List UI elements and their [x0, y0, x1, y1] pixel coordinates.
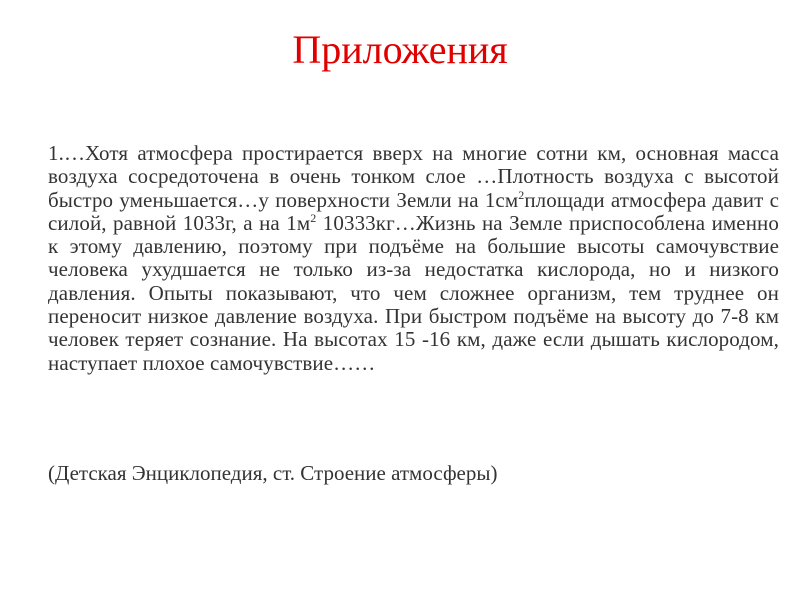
- quote-text: [48, 142, 779, 375]
- quote-part-3: 10333кг…Жизнь на Земле приспособлена именно к этому давлению, поэтому при подъёме на большие высоты самочувствие человека ухудшается не только из-за недостатка кислорода, но и низкого давления. Опыты показывают, что чем сложнее организм, тем труднее он переносит низкое давление воздуха. При быстром подъёме на высоту до 7-8 км человек теряет сознание. На высотах 15 -16 км, даже если дышать кислородом, наступает плохое самочувствие……: [48, 210, 779, 375]
- slide-title: Приложения: [292, 27, 508, 72]
- superscript-square-m: 2: [310, 210, 317, 225]
- quote-paragraph: [48, 142, 779, 375]
- quote-part-1: 1.…Хотя атмосфера простирается вверх на многие сотни км, основная масса воздуха сосредоточена в очень тонком слое …Плотность воздуха с высотой быстро уменьшается…у поверхности Земли на 1см: [48, 141, 779, 212]
- quote-part-2: площади атмосфера давит с силой, равной 1033г, а на 1м: [48, 187, 779, 235]
- superscript-square-cm: 2: [518, 187, 525, 202]
- source-citation: (Детская Энциклопедия, ст. Строение атмосферы): [48, 461, 498, 485]
